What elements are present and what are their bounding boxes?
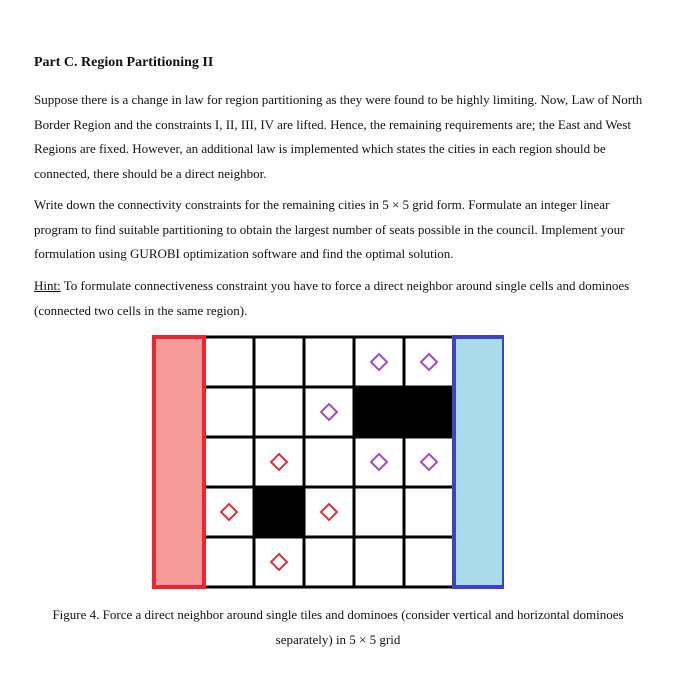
paragraph-law-change: Suppose there is a change in law for region partitioning as they were found to be highly limiting. Now, Law of North Border Region and the constraints I, II, III, IV are lifted. Hence, the remaining requirements are; the East and West Regions are fixed. However, an additional law is implemented which states the cities in each region should be connected, there should be a direct neighbor. xyxy=(34,92,643,181)
purple-diamond-marker xyxy=(421,354,437,370)
black-cell xyxy=(354,387,404,437)
purple-diamond-marker xyxy=(371,354,387,370)
red-diamond-marker xyxy=(221,504,237,520)
red-diamond-marker xyxy=(271,454,287,470)
black-cell xyxy=(404,387,454,437)
east-region-fill xyxy=(454,337,504,587)
figure-grid xyxy=(152,335,504,589)
hint-label: Hint: xyxy=(34,278,61,293)
black-cell xyxy=(254,487,304,537)
west-region-fill xyxy=(154,337,204,587)
hint-text: To formulate connectiveness constraint you have to force a direct neighbor around single cells and dominoes (connected two cells in the same region). xyxy=(34,278,630,318)
red-diamond-marker xyxy=(271,554,287,570)
figure-caption: Figure 4. Force a direct neighbor around single tiles and dominoes (consider vertical and horizontal dominoes separately) in 5 × 5 grid xyxy=(52,607,624,647)
page-title: Part C. Region Partitioning II xyxy=(34,55,214,70)
purple-diamond-marker xyxy=(421,454,437,470)
purple-diamond-marker xyxy=(321,404,337,420)
paragraph-task: Write down the connectivity constraints for the remaining cities in 5 × 5 grid form. Formulate an integer linear program to find suitable partitioning to obtain the largest number of seats possible in the council. Implement your formulation using GUROBI optimization software and find the optimal solution. xyxy=(34,197,625,261)
purple-diamond-marker xyxy=(371,454,387,470)
red-diamond-marker xyxy=(321,504,337,520)
paragraph-hint xyxy=(34,274,644,323)
